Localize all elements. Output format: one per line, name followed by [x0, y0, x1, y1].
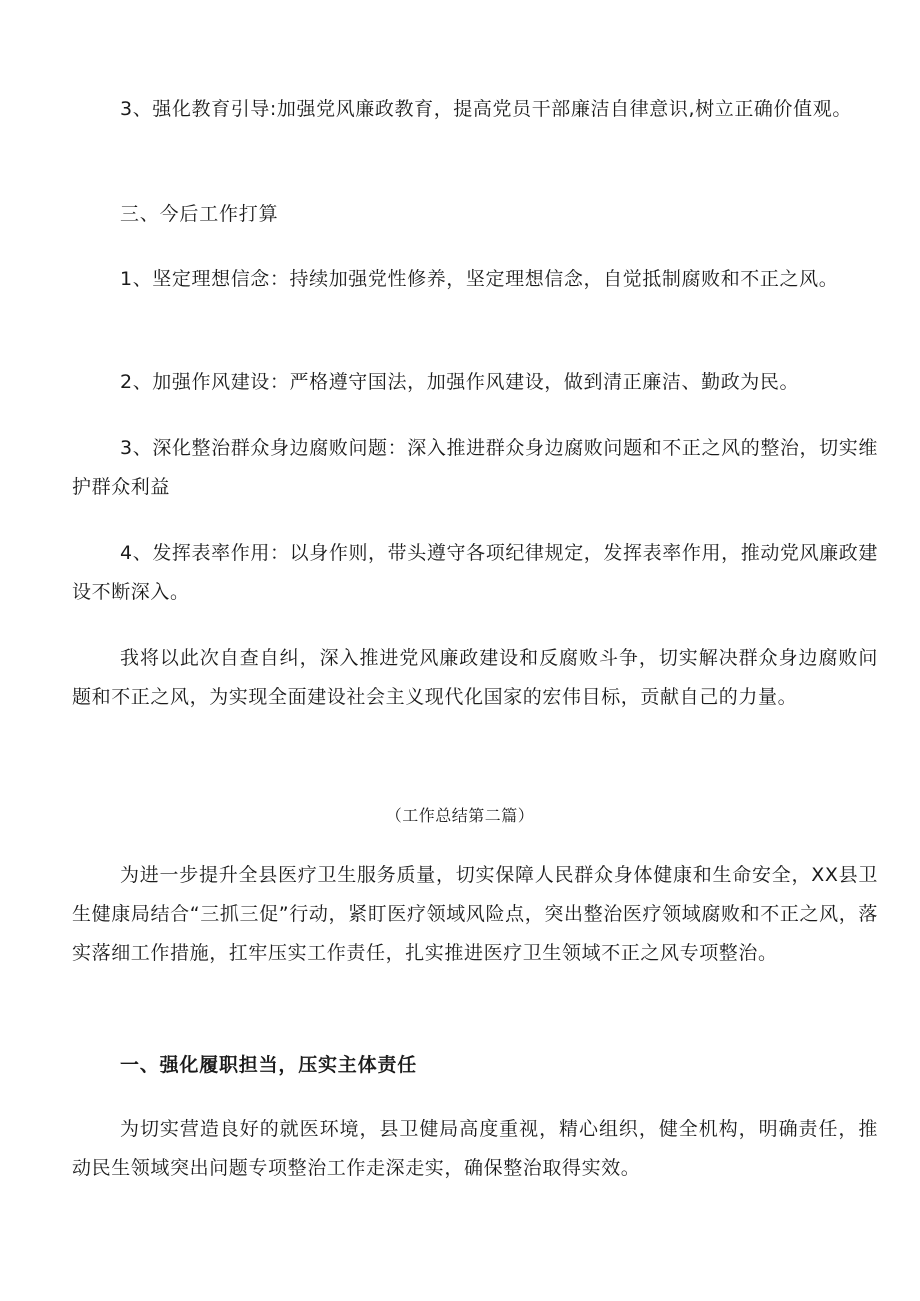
paragraph-plan-role-model: 4、发挥表率作用：以身作则，带头遵守各项纪律规定，发挥表率作用，推动党风廉政建设不断深入。	[72, 542, 878, 603]
paragraph-responsibility: 为切实营造良好的就医环境，县卫健局高度重视，精心组织，健全机构，明确责任，推动民生领域突出问题专项整治工作走深走实，确保整治取得实效。	[72, 1118, 878, 1179]
paragraph-conclusion: 我将以此次自查自纠，深入推进党风廉政建设和反腐败斗争，切实解决群众身边腐败问题和不正之风，为实现全面建设社会主义现代化国家的宏伟目标，贡献自己的力量。	[72, 647, 878, 708]
paragraph-plan-rectification: 3、深化整治群众身边腐败问题：深入推进群众身边腐败问题和不正之风的整治，切实维护群众利益	[72, 437, 878, 498]
paragraph-second-intro: 为进一步提升全县医疗卫生服务质量，切实保障人民群众身体健康和生命安全，XX县卫生健康局结合“三抓三促”行动，紧盯医疗领域风险点，突出整治医疗领域腐败和不正之风，落实落细工作措施，扛牢压实工作责任，扎实推进医疗卫生领域不正之风专项整治。	[72, 864, 878, 964]
paragraph-plan-ideals: 1、坚定理想信念：持续加强党性修养，坚定理想信念，自觉抵制腐败和不正之风。	[120, 268, 839, 290]
paragraph-plan-work-style: 2、加强作风建设：严格遵守国法，加强作风建设，做到清正廉洁、勤政为民。	[120, 371, 800, 393]
section-heading-responsibility: 一、强化履职担当，压实主体责任	[120, 1054, 418, 1076]
second-article-title: （工作总结第二篇）	[385, 806, 535, 825]
section-heading-future-plans: 三、今后工作打算	[120, 203, 279, 225]
paragraph-strengthen-education: 3、强化教育引导:加强党风廉政教育，提高党员干部廉洁自律意识,树立正确价值观。	[120, 98, 852, 120]
